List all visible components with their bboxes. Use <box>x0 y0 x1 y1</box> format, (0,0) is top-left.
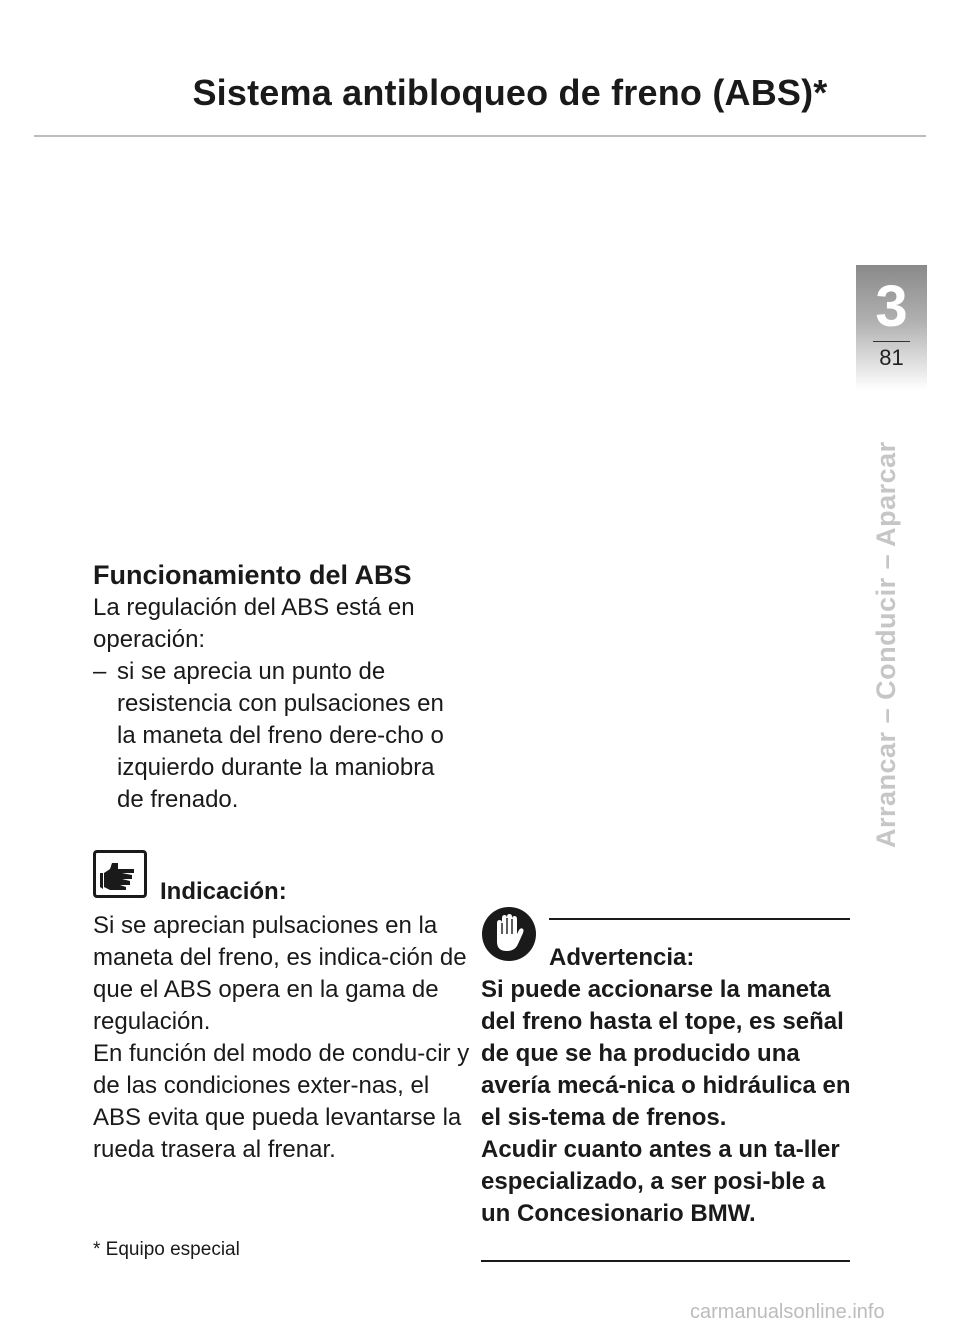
section-intro: La regulación del ABS está en operación: <box>93 594 415 653</box>
watermark: carmanualsonline.info <box>690 1301 885 1323</box>
page-title: Sistema antibloqueo de freno (ABS)* <box>192 72 828 113</box>
warning-paragraph: Acudir cuanto antes a un ta-ller especializado, a ser posi-ble a un Concesionario BMW. <box>481 1136 840 1227</box>
note-paragraph: Si se aprecian pulsaciones en la maneta del freno, es indica-ción de que el ABS opera en la gama de regulación. <box>93 912 467 1035</box>
note-paragraph: En función del modo de condu-cir y de las condiciones exter-nas, el ABS evita que pueda levantarse la rueda trasera al frenar. <box>93 1040 470 1163</box>
dash-bullet: – <box>93 658 107 685</box>
footnote: * Equipo especial <box>93 1239 240 1260</box>
warning-top-divider <box>549 918 850 920</box>
warning-paragraph: Si puede accionarse la maneta del freno hasta el tope, es señal de que se ha producido una avería mecá-nica o hidráulica en el sis-tema de frenos. <box>481 976 851 1131</box>
chapter-side-label: Arrancar – Conducir – Aparcar <box>871 441 901 848</box>
note-label: Indicación: <box>160 878 287 905</box>
warning-bottom-divider <box>481 1260 850 1262</box>
stop-hand-icon <box>481 906 537 962</box>
title-divider <box>34 135 926 137</box>
page-number: 81 <box>879 345 904 370</box>
chapter-divider <box>873 341 910 342</box>
list-item-text: si se aprecia un punto de resistencia con pulsaciones en la maneta del freno dere-cho o izquierdo durante la maniobra de frenado. <box>117 658 444 813</box>
note-text <box>93 910 473 1166</box>
section-heading: Funcionamiento del ABS <box>93 560 412 590</box>
warning-text <box>481 974 861 1230</box>
chapter-tab <box>856 265 927 390</box>
pointing-hand-note-icon <box>93 850 147 898</box>
warning-label: Advertencia: <box>549 944 695 971</box>
chapter-number: 3 <box>875 274 908 339</box>
